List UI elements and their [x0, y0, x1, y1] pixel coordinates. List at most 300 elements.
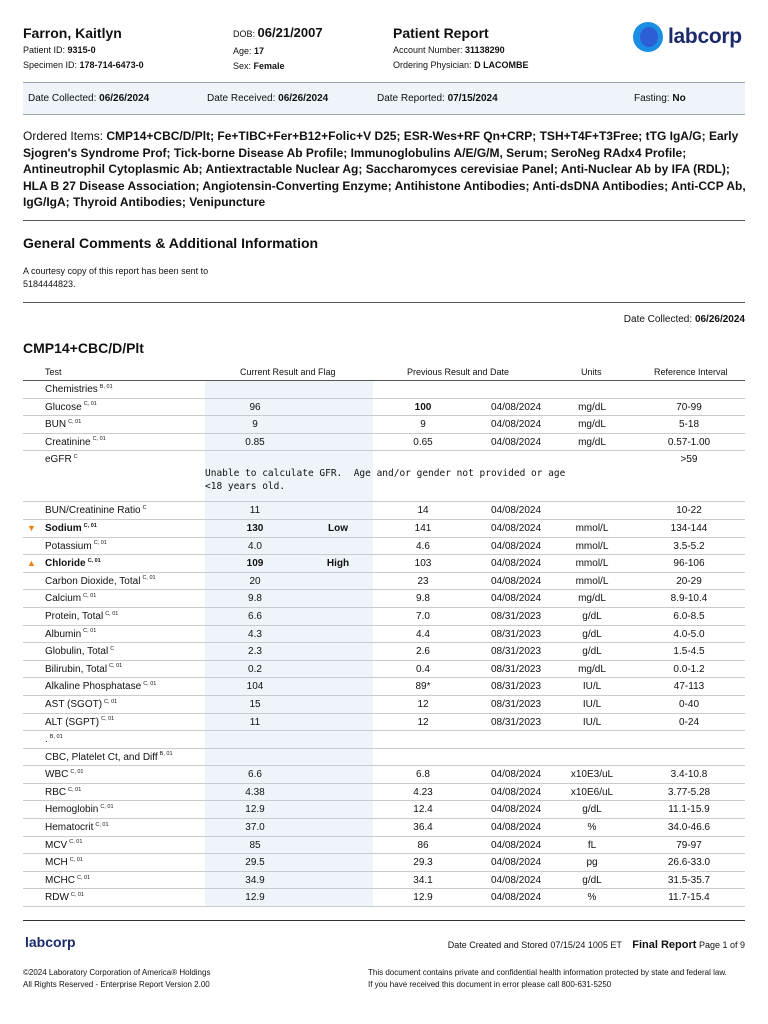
reference-interval: 4.0-5.0 [673, 628, 705, 640]
current-result: 9.8 [248, 593, 262, 605]
current-result: 2.3 [248, 646, 262, 658]
results-table [23, 362, 745, 907]
col-reference: Reference Interval [654, 367, 728, 377]
date-received-value: 06/26/2024 [278, 93, 329, 104]
col-previous: Previous Result and Date [407, 367, 510, 377]
test-name-text: Glucose [45, 401, 82, 413]
footnote-ref: C, 01 [142, 575, 156, 582]
previous-date: 08/31/2023 [490, 663, 542, 675]
units: g/dL [582, 628, 602, 640]
previous-date: 04/08/2024 [490, 436, 542, 448]
test-name [45, 419, 81, 430]
units: g/dL [582, 646, 602, 658]
copyright-line: ©2024 Laboratory Corporation of America® Holdings [23, 968, 211, 977]
reference-interval: 1.5-4.5 [673, 646, 705, 658]
previous-result: 12.4 [413, 804, 433, 816]
account-number: 31138290 [465, 45, 505, 55]
date-reported-value: 07/15/2024 [447, 93, 498, 104]
previous-result: 9.8 [416, 593, 430, 605]
previous-date: 08/31/2023 [490, 646, 542, 658]
result-flag: Low [328, 522, 348, 534]
section-date-collected [624, 314, 745, 325]
test-name-text: Sodium [45, 522, 82, 534]
current-result: 130 [246, 522, 264, 534]
reference-interval: 0.0-1.2 [673, 663, 705, 675]
test-name [45, 593, 96, 604]
previous-result: 89* [415, 681, 431, 693]
previous-result: 29.3 [413, 857, 433, 869]
test-name-text: MCH [45, 857, 68, 869]
section-title: CMP14+CBC/D/Plt [23, 340, 144, 356]
test-name [45, 787, 81, 798]
footer-meta [448, 939, 745, 951]
footnote-ref: B, 01 [49, 733, 63, 740]
notice-line: If you have received this document in error please call 800-631-5250 [368, 980, 612, 989]
dates-bar [23, 82, 745, 115]
previous-result: 86 [417, 839, 429, 851]
previous-result: 9 [420, 419, 426, 431]
current-result: 109 [246, 558, 264, 570]
previous-date: 04/08/2024 [490, 593, 542, 605]
age-value: 17 [254, 46, 265, 56]
physician-label: Ordering Physician: [393, 60, 472, 70]
ordered-items-list: CMP14+CBC/D/Plt; Fe+TIBC+Fer+B12+Folic+V D25; ESR-Wes+RF Qn+CRP; TSH+T4F+T3Free; tTG IgA/G; Early Sjogren's Syndrome Prof; Tick-borne Disease Ab Profile; Immunoglobulins A/E/G/M, Serum; SeroNeg RAdx4 Profile; Antineutrophil Cytoplasmic Ab; Antiextractable Nuclear Ag; Saccharomyces cerevisiae Panel; Anti-Nuclear Ab by IFA (RDL); HLA B 27 Disease Association; Angiotensin-Converting Enzyme; Antihistone Antibodies; Anti-dsDNA Antibodies; Anti-CCP Ab, IgG/IgA; Thyroid Antibodies; Venipuncture [23, 129, 746, 209]
table-row [23, 626, 745, 644]
table-row [23, 381, 745, 399]
test-name-text: . [45, 734, 48, 746]
notice-line: This document contains private and confidential health information protected by state and federal law. [368, 968, 727, 977]
table-row [23, 854, 745, 872]
current-result: 6.6 [248, 769, 262, 781]
previous-date: 04/08/2024 [490, 786, 542, 798]
test-name-text: Potassium [45, 540, 92, 552]
footnote-ref: C, 01 [69, 839, 83, 846]
test-name-text: Hemoglobin [45, 804, 99, 816]
final-report-label: Final Report [632, 939, 697, 951]
footnote-ref: C, 01 [83, 628, 97, 635]
units: x10E6/uL [570, 786, 614, 798]
table-row [23, 451, 745, 502]
reference-interval: 5-18 [678, 419, 699, 431]
test-name-text: RDW [45, 892, 69, 904]
previous-date: 04/08/2024 [490, 522, 542, 534]
reference-interval: 11.1-15.9 [668, 804, 710, 816]
reference-interval: >59 [680, 454, 698, 466]
footnote-ref: C, 01 [68, 418, 82, 425]
footnote-ref: B, 01 [99, 383, 113, 390]
units: mmol/L [575, 558, 609, 570]
test-name [45, 804, 114, 815]
copyright-line: All Rights Reserved - Enterprise Report Version 2.00 [23, 980, 210, 989]
col-current: Current Result and Flag [240, 367, 336, 377]
current-result: 12.9 [245, 804, 265, 816]
test-name-text: MCHC [45, 874, 75, 886]
test-name-text: Hematocrit [45, 822, 94, 834]
footnote-ref: C, 01 [70, 892, 85, 899]
current-result: 104 [246, 681, 264, 693]
units: % [587, 892, 597, 904]
high-flag-icon: ▲ [27, 558, 36, 569]
divider [23, 302, 745, 303]
date-reported [377, 93, 498, 104]
previous-date: 04/08/2024 [490, 874, 542, 886]
date-received [207, 93, 328, 104]
footnote-ref: C, 01 [83, 593, 97, 600]
reference-interval: 3.77-5.28 [667, 786, 711, 798]
table-header [23, 362, 745, 381]
table-row [23, 590, 745, 608]
age-label: Age: [233, 46, 252, 56]
previous-date: 04/08/2024 [490, 839, 542, 851]
reference-interval: 11.7-15.4 [668, 892, 710, 904]
table-row [23, 819, 745, 837]
previous-date: 04/08/2024 [490, 575, 542, 587]
units: mmol/L [575, 540, 609, 552]
sex-value: Female [253, 61, 285, 71]
units: mg/dL [578, 436, 606, 448]
sex-label: Sex: [233, 61, 252, 71]
col-units: Units [581, 367, 602, 377]
account-label: Account Number: [393, 45, 463, 55]
table-row [23, 749, 745, 767]
reference-interval: 26.6-33.0 [667, 857, 711, 869]
table-row [23, 837, 745, 855]
previous-result: 4.23 [413, 786, 433, 798]
test-name-text: Chloride [45, 558, 86, 570]
footnote-ref: C, 01 [143, 680, 157, 687]
current-result: 96 [249, 401, 261, 413]
test-name-text: Albumin [45, 628, 82, 640]
table-row [23, 434, 745, 452]
reference-interval: 134-144 [670, 522, 708, 534]
table-row [23, 714, 745, 732]
test-name [45, 558, 101, 569]
table-row [23, 416, 745, 434]
reference-interval: 0-40 [678, 698, 699, 710]
footnote-ref: C, 01 [87, 557, 101, 564]
units: IU/L [582, 681, 602, 693]
previous-date: 08/31/2023 [490, 681, 542, 693]
previous-result: 23 [417, 575, 429, 587]
test-name [45, 875, 90, 886]
table-row [23, 573, 745, 591]
previous-result: 14 [417, 505, 429, 517]
current-result: 11 [249, 505, 261, 517]
previous-result: 100 [414, 401, 432, 413]
footer-logo: labcorp [25, 934, 76, 950]
test-name-text: Bilirubin, Total [45, 663, 108, 675]
table-row [23, 538, 745, 556]
test-name [45, 402, 97, 413]
previous-date: 04/08/2024 [490, 401, 542, 413]
previous-result: 12 [417, 698, 429, 710]
dob-value: 06/21/2007 [257, 25, 323, 40]
footnote-ref: C, 01 [109, 663, 123, 670]
physician-line [393, 58, 529, 73]
test-name [45, 541, 107, 552]
units: x10E3/uL [570, 769, 614, 781]
footnote-ref: C [73, 454, 78, 461]
previous-date: 04/08/2024 [490, 769, 542, 781]
labcorp-logo-icon [633, 22, 663, 52]
previous-result: 103 [414, 558, 432, 570]
date-collected [28, 93, 149, 104]
previous-date: 08/31/2023 [490, 698, 542, 710]
reference-interval: 70-99 [676, 401, 702, 413]
table-row [23, 889, 745, 907]
test-name-text: BUN [45, 419, 67, 431]
footnote-ref: C, 01 [68, 786, 82, 793]
specimen-id-line [23, 58, 144, 73]
test-name [45, 646, 114, 657]
created-value: 07/15/24 1005 ET [550, 940, 622, 950]
table-row [23, 555, 745, 573]
test-name-text: MCV [45, 839, 68, 851]
test-name-text: Protein, Total [45, 610, 104, 622]
previous-date: 08/31/2023 [490, 628, 542, 640]
reference-interval: 0-24 [678, 716, 699, 728]
current-result: 85 [249, 839, 261, 851]
reference-interval: 31.5-35.7 [667, 874, 711, 886]
physician-name: D LACOMBE [474, 60, 529, 70]
comments-text: A courtesy copy of this report has been sent to 5184444823. [23, 266, 209, 289]
test-name [45, 576, 156, 587]
low-flag-icon: ▼ [27, 522, 36, 533]
current-result: 34.9 [245, 874, 265, 886]
test-name-text: Calcium [45, 593, 82, 605]
test-name [45, 857, 83, 868]
test-name-text: eGFR [45, 454, 72, 466]
specimen-id: 178-714-6473-0 [79, 60, 144, 70]
reference-interval: 34.0-46.6 [667, 822, 711, 834]
test-name-text: Carbon Dioxide, Total [45, 575, 141, 587]
previous-date: 04/08/2024 [490, 804, 542, 816]
current-result: 6.6 [248, 610, 262, 622]
current-result: 12.9 [245, 892, 265, 904]
test-name [45, 752, 173, 763]
table-row [23, 731, 745, 749]
previous-result: 12.9 [413, 892, 433, 904]
footnote-ref: C, 01 [83, 401, 97, 408]
test-name [45, 681, 156, 692]
units: mg/dL [578, 663, 606, 675]
units: mg/dL [578, 401, 606, 413]
date-reported-label: Date Reported: [377, 93, 445, 104]
test-name-text: WBC [45, 769, 69, 781]
units: % [587, 822, 597, 834]
fasting [634, 93, 686, 104]
previous-result: 2.6 [416, 646, 430, 658]
test-name [45, 664, 122, 675]
patient-name: Farron, Kaitlyn [23, 25, 122, 41]
table-row [23, 766, 745, 784]
footnote-ref: C, 01 [95, 821, 109, 828]
footnote-ref: C, 01 [83, 522, 97, 529]
labcorp-logo [633, 22, 742, 52]
previous-result: 0.65 [413, 436, 433, 448]
previous-result: 0.4 [416, 663, 430, 675]
table-row [23, 643, 745, 661]
current-result: 29.5 [245, 857, 265, 869]
test-name [45, 505, 147, 516]
previous-result: 34.1 [413, 874, 433, 886]
units: mg/dL [578, 593, 606, 605]
patient-id-line [23, 43, 144, 58]
footer-notice [368, 967, 727, 991]
previous-result: 141 [414, 522, 432, 534]
reference-interval: 0.57-1.00 [667, 436, 711, 448]
previous-date: 04/08/2024 [490, 558, 542, 570]
previous-result: 4.6 [416, 540, 430, 552]
section-date-label: Date Collected: [623, 314, 693, 325]
patient-id: 9315-0 [67, 45, 96, 55]
table-row [23, 399, 745, 417]
reference-interval: 47-113 [673, 681, 705, 693]
test-name [45, 611, 118, 622]
test-name [45, 892, 84, 903]
current-result: 4.3 [248, 628, 262, 640]
test-name [45, 840, 82, 851]
current-result: 0.2 [248, 663, 262, 675]
current-result: 4.38 [245, 786, 265, 798]
page-number: Page 1 of 9 [698, 940, 745, 950]
date-collected-label: Date Collected: [28, 93, 97, 104]
table-row [23, 801, 745, 819]
previous-date: 04/08/2024 [490, 822, 542, 834]
current-result: 9 [252, 419, 258, 431]
previous-result: 12 [417, 716, 429, 728]
created-label: Date Created and Stored [447, 940, 548, 950]
test-name [45, 629, 96, 640]
previous-result: 7.0 [416, 610, 430, 622]
test-name-text: ALT (SGPT) [45, 716, 100, 728]
footnote-ref: C [110, 645, 115, 652]
date-received-label: Date Received: [207, 93, 276, 104]
fasting-label: Fasting: [634, 93, 670, 104]
logo-text: labcorp [668, 25, 742, 48]
patient-id-label: Patient ID: [23, 45, 66, 55]
previous-date: 04/08/2024 [490, 857, 542, 869]
footnote-ref: C, 01 [105, 610, 119, 617]
footnote-ref: C, 01 [70, 768, 84, 775]
reference-interval: 8.9-10.4 [670, 593, 708, 605]
test-name-text: CBC, Platelet Ct, and Diff [45, 751, 158, 763]
units: IU/L [582, 716, 602, 728]
test-name [45, 769, 84, 780]
units: g/dL [582, 874, 602, 886]
test-name [45, 437, 106, 448]
account-line [393, 43, 529, 58]
current-result: 0.85 [245, 436, 265, 448]
table-row [23, 696, 745, 714]
table-row [23, 678, 745, 696]
result-flag: High [326, 558, 350, 570]
section-date-value: 06/26/2024 [694, 314, 745, 325]
footnote-ref: C, 01 [100, 804, 114, 811]
table-row [23, 520, 745, 538]
units: mg/dL [578, 419, 606, 431]
current-result: 15 [249, 698, 261, 710]
ordered-items [23, 128, 748, 211]
col-test: Test [45, 367, 62, 377]
test-name-text: Globulin, Total [45, 646, 109, 658]
current-result: 37.0 [245, 822, 265, 834]
units: mmol/L [575, 522, 609, 534]
divider [23, 220, 745, 221]
table-body [23, 381, 745, 907]
test-name-text: RBC [45, 786, 67, 798]
previous-result: 4.4 [416, 628, 430, 640]
test-name [45, 384, 113, 395]
units: IU/L [582, 698, 602, 710]
patient-block [23, 24, 144, 73]
units: fL [587, 839, 597, 851]
reference-interval: 79-97 [676, 839, 702, 851]
specimen-id-label: Specimen ID: [23, 60, 78, 70]
test-name-text: Creatinine [45, 436, 91, 448]
test-name-text: AST (SGOT) [45, 698, 103, 710]
reference-interval: 20-29 [676, 575, 702, 587]
footnote-ref: C [142, 505, 147, 512]
test-name [45, 523, 97, 534]
dob-line [233, 24, 323, 43]
previous-date: 04/08/2024 [490, 540, 542, 552]
demographics-block [233, 24, 323, 74]
previous-result: 6.8 [416, 769, 430, 781]
reference-interval: 10-22 [676, 505, 702, 517]
units: mmol/L [575, 575, 609, 587]
table-row [23, 784, 745, 802]
footer-divider [23, 920, 745, 921]
footnote-ref: C, 01 [93, 540, 107, 547]
footer-copyright [23, 967, 210, 991]
reference-interval: 3.5-5.2 [673, 540, 705, 552]
test-name-text: Chemistries [45, 384, 98, 395]
ordered-items-label: Ordered Items: [23, 129, 104, 143]
footnote-ref: C, 01 [77, 874, 91, 881]
table-row [23, 661, 745, 679]
reference-interval: 96-106 [673, 558, 705, 570]
previous-date: 08/31/2023 [490, 610, 542, 622]
footnote-ref: C, 01 [104, 698, 118, 705]
test-name [45, 734, 63, 745]
report-header [0, 0, 768, 82]
units: g/dL [582, 610, 602, 622]
current-result: 4.0 [248, 540, 262, 552]
previous-result: 36.4 [413, 822, 433, 834]
result-comment: Unable to calculate GFR. Age and/or gender not provided or age <18 years old. [205, 468, 566, 493]
report-info-block [393, 24, 529, 73]
date-collected-value: 06/26/2024 [99, 93, 150, 104]
table-row [23, 872, 745, 890]
units: pg [586, 857, 598, 869]
report-title: Patient Report [393, 25, 489, 41]
footnote-ref: C, 01 [92, 436, 106, 443]
footnote-ref: B, 01 [159, 751, 173, 758]
table-row [23, 502, 745, 520]
test-name [45, 699, 117, 710]
test-name [45, 454, 78, 465]
units: g/dL [582, 804, 602, 816]
sex-line [233, 59, 323, 74]
previous-date: 08/31/2023 [490, 716, 542, 728]
table-row [23, 608, 745, 626]
age-line [233, 44, 323, 59]
fasting-value: No [672, 93, 686, 104]
current-result: 20 [249, 575, 261, 587]
test-name [45, 822, 109, 833]
reference-interval: 3.4-10.8 [670, 769, 708, 781]
